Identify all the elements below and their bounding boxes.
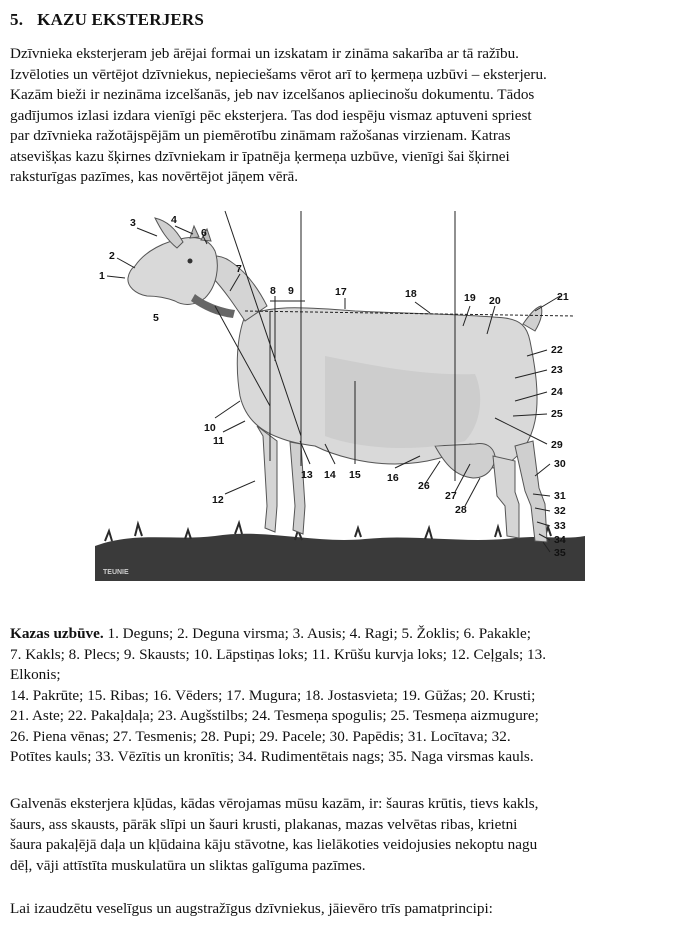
text-line: raksturīgas pazīmes, kas novērtējot jāņem vērā. — [10, 168, 299, 185]
text-line: Dzīvnieka eksterjeram jeb ārējai formai un izskatam ir zināma sakarība ar tā ražību. — [10, 45, 519, 62]
text-line: Izvēloties un vērtējot dzīvniekus, nepieciešams vērot arī to ķermeņa uzbūvi – eksterjeru. — [10, 65, 547, 83]
part-label: 33 — [554, 520, 566, 532]
text-line: 26. Piena vēnas; 27. Tesmenis; 28. Pupi; 29. Pacele; 30. Papēdis; 31. Locītava; 32. — [10, 727, 511, 745]
part-label: 4 — [171, 214, 177, 226]
part-label: 5 — [153, 312, 159, 324]
grass-ground — [95, 534, 585, 581]
text-line: Potītes kauls; 33. Vēzītis un kronītis; 34. Rudimentētais nags; 35. Naga virsmas kauls. — [10, 748, 534, 765]
part-label: 25 — [551, 408, 563, 420]
goat-anatomy-figure — [95, 206, 585, 581]
part-label: 20 — [489, 295, 501, 307]
part-label: 15 — [349, 469, 361, 481]
text-line: Galvenās eksterjera kļūdas, kādas vērojamas mūsu kazām, ir: šauras krūtis, tievs kakls, — [10, 795, 539, 812]
text-line: dēļ, vāji attīstīta muskulatūra un sliktas galīguma pazīmes. — [10, 856, 366, 874]
closing-paragraph — [10, 899, 674, 920]
part-label: 13 — [301, 469, 313, 481]
part-label: 6 — [201, 227, 207, 239]
intro-paragraph — [10, 44, 674, 188]
goat-silhouette — [128, 218, 547, 542]
goat-diagram — [95, 206, 585, 581]
part-label: 31 — [554, 490, 566, 502]
part-label: 3 — [130, 217, 136, 229]
part-label: 16 — [387, 472, 399, 484]
part-label: 21 — [557, 291, 569, 303]
section-heading — [10, 10, 204, 30]
part-label: 23 — [551, 364, 563, 376]
part-label: 28 — [455, 504, 467, 516]
part-label: 19 — [464, 292, 476, 304]
section-number: 5. — [10, 10, 24, 29]
part-label: 17 — [335, 286, 347, 298]
text-line: Lai izaudzētu veselīgus un augstražīgus dzīvniekus, jāievēro trīs pamatprincipi: — [10, 900, 493, 917]
part-label: 1 — [99, 270, 105, 282]
text-line: šaura pakaļējā daļa un kļūdaina kāju stāvotne, kas lielākoties veidojusies nekoptu nagu — [10, 836, 538, 853]
text-line: 7. Kakls; 8. Plecs; 9. Skausts; 10. Lāpstiņas loks; 11. Krūšu kurvja loks; 12. Ceļgals; 13. — [10, 645, 547, 663]
text-line: par dzīvnieka ražotājspējām un piemērotību zināmam ražošanas virzienam. Katras — [10, 127, 511, 144]
part-label: 34 — [554, 534, 566, 546]
part-label: 10 — [204, 422, 216, 434]
part-label: 14 — [324, 469, 336, 481]
part-label: 11 — [213, 435, 225, 447]
faults-paragraph — [10, 794, 674, 876]
text-line: Kazām bieži ir nezināma izcelšanās, jeb nav izcelšanos apliecinošu dokumentu. Tādos — [10, 86, 535, 103]
part-label: 35 — [554, 547, 566, 559]
part-label: 2 — [109, 250, 115, 262]
part-label: 26 — [418, 480, 430, 492]
section-title: KAZU EKSTERJERS — [37, 10, 205, 29]
caption-title: Kazas uzbūve. — [10, 625, 104, 642]
part-label: 32 — [554, 505, 566, 517]
part-label: 7 — [236, 263, 242, 275]
text-line: 14. Pakrūte; 15. Ribas; 16. Vēders; 17. Mugura; 18. Jostasvieta; 19. Gūžas; 20. Krusti; — [10, 686, 536, 704]
caption-paragraph — [10, 624, 674, 768]
part-label: 8 — [270, 285, 276, 297]
part-label: 27 — [445, 490, 457, 502]
part-label: 30 — [554, 458, 566, 470]
text-line: Kazas uzbūve. 1. Deguns; 2. Deguna virsma; 3. Ausis; 4. Ragi; 5. Žoklis; 6. Pakakle; — [10, 625, 531, 642]
part-label: 22 — [551, 344, 563, 356]
text-line: atsevišķas kazu šķirnes dzīvniekam ir īpatnēja ķermeņa uzbūve, vienīgi šai šķirnei — [10, 147, 510, 165]
watermark: TEUNIE — [103, 569, 129, 576]
part-label: 9 — [288, 285, 294, 297]
part-label: 18 — [405, 288, 417, 300]
part-label: 12 — [212, 494, 224, 506]
part-label: 24 — [551, 386, 563, 398]
text-line: 21. Aste; 22. Pakaļdaļa; 23. Augšstilbs; 24. Tesmeņa spogulis; 25. Tesmeņa aizmugure; — [10, 707, 539, 724]
part-label: 29 — [551, 439, 563, 451]
text-line: šaurs, ass skausts, pārāk slīpi un šauri krusti, plakanas, mazas velvētas ribas, krietni — [10, 815, 518, 833]
text-line: Elkonis; — [10, 666, 61, 683]
text-line: gadījumos izlasi izdara vienīgi pēc eksterjera. Tas dod iespēju vismaz aptuveni spriest — [10, 106, 532, 124]
